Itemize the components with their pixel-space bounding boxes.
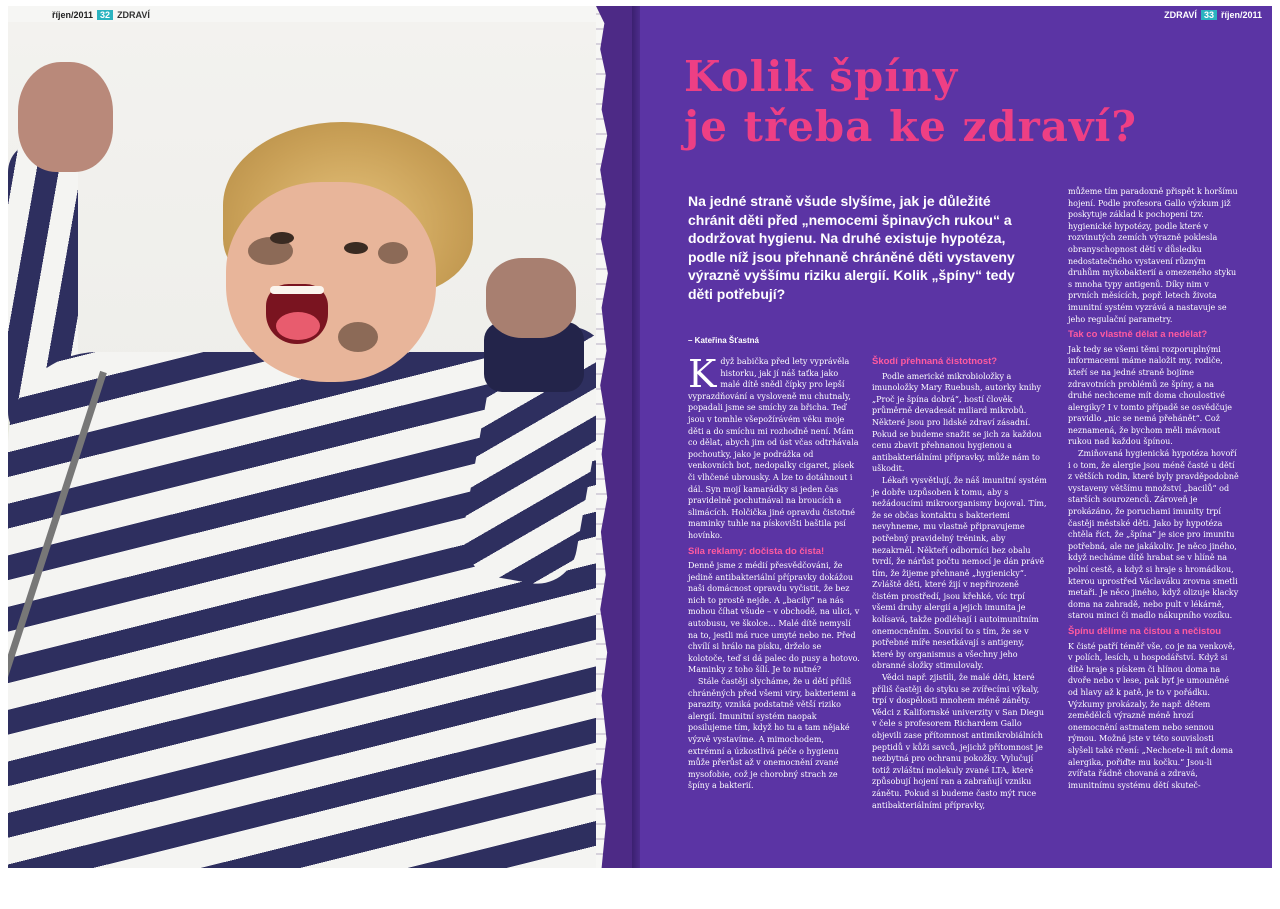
magazine-spread [8, 6, 1272, 868]
paragraph: Stále častěji slycháme, že u dětí příliš chráněných před všemi viry, bakteriemi a parazity, vzniká podstatně větší riziko alergií. Imunitní systém naopak posilujeme tím, když ho tu a tam nějaké výzvě vystavíme. A mimochodem, extrémní a úzkostlivá péče o hygienu může přerůst až v onemocnění zvané mysofobie, což je chorobný strach ze špíny a bakterií. [688, 677, 857, 791]
text-column-3 [1068, 186, 1240, 791]
mud-spot [378, 242, 408, 264]
left-page [8, 6, 606, 868]
left-section-label: ZDRAVÍ [117, 10, 150, 20]
paragraph-text: dyž babička před lety vyprávěla historku, jak jí náš taťka jako malé dítě snědl čípky pro lepší vyprazdňování a vysloveně mu chutnaly, popadali jsme se smíchy za břicha. Teď jsou v tomhle všepožírávém věku moje děti a do smíchu mi rozhodně není. Mám co dělat, abych jim od úst včas odtrhávala pochoutky, jako je podrážka od venkovních bot, nedopalky cigaret, písek či vlhčené ubrousky. A lze to dotáhnout i dál. Syn mojí kamarádky si jeden čas pravidelně pochutnával na broucích a slimácích. Holčička jiné opravdu čistotné maminky tuhle na pískovišti baštila psí hovínko. [688, 357, 859, 540]
paragraph: Podle americké mikrobioložky a imunoložky Mary Ruebush, autorky knihy „Proč je špína dobrá“, hostí člověk průměrně devadesát miliard mikrobů. Některé jsou pro lidské zdraví zásadní. Pokud se budeme snažit se jich za každou cenu zbavit přehnanou hygienou a antibakteriálními přípravky, může nám to uškodit. [872, 371, 1042, 474]
text-column-2 [872, 352, 1047, 811]
child-teeth [270, 286, 324, 294]
title-line: je třeba ke zdraví? [684, 102, 1137, 151]
paragraph: můžeme tím paradoxně přispět k horšímu hojení. Podle profesora Gallo výzkum již poskytuje základ k pochopení tzv. hygienické hypotézy, podle které v rozvinutých zemích výrazně poklesla obranyschopnost dětí v důsledku nedostatečného vystavení různým druhům mykobakterií a omezeného styku s mnoha typy antigenů. Díky nim v prvních měsících, popř. letech života imunitní systém vyzrává a nastavuje se jeho regulační parametry. [1068, 187, 1238, 324]
child-face [226, 182, 436, 382]
section-heading: Špínu dělíme na čistou a nečistou [1068, 625, 1222, 637]
right-page-header [1164, 10, 1262, 20]
child-tongue [276, 312, 320, 340]
drop-cap: K [688, 352, 717, 396]
paragraph: Zmiňovaná hygienická hypotéza hovoří i o tom, že alergie jsou méně časté u dětí z větších rodin, které byly pravděpodobně vystaveny většímu množství „bacilů“ od starších sourozenců. Zároveň je prokázáno, že poruchami imunity trpí častěji městské děti. Jako by hypotéza chtěla říct, že „špína“ je sice pro imunitu potřebná, ale ne jakákoliv. Je něco jiného, když necháme dítě hrabat se v hlíně na polní cestě, a když si hraje s hromádkou, kterou uprostřed Václaváku zrovna smetli metaři. Je něco jiného, když olizuje klacky doma na zahradě, nebo pult v lékárně, starou minci či madlo nákupního vozíku. [1068, 449, 1239, 621]
paragraph: Jak tedy se všemi těmi rozporuplnými informacemi máme naložit my, rodiče, kteří se na jedné straně bojíme zdravotních problémů ze špíny, a na druhé nechceme mít doma choulostivé alergiky? I v tomto případě se osvědčuje pravidlo „nic se nemá přehánět“. Což neznamená, že bychom měli mávnout rukou nad každou špínou. [1068, 344, 1233, 447]
section-heading: Škodí přehnaná čistotnost? [872, 356, 998, 367]
left-page-number: 32 [97, 10, 113, 20]
paragraph: Lékaři vysvětlují, že náš imunitní systém je dobře uzpůsoben k tomu, aby s nežádoucími mikroorganismy bojoval. Tím, že se občas kontaktu s bakteriemi nevyhneme, mu vlastně připravujeme potřebný pravidelný trénink, aby nezakrněl. Někteří odborníci bez obalu tvrdí, že nárůst počtu nemocí je dán právě tím, že žijeme přehnaně „hygienicky“. Zvláště děti, které žijí v nepřirozeně čistém prostředí, jsou křehké, víc trpí všemi druhy alergií a jejich imunita je kolísavá, takže podléhají i autoimunitním onemocněním. Souvisí to s tím, že se v potřebné míře nesetkávají s antigeny, které by organismus a všechny jeho obranné složky stimulovaly. [872, 475, 1047, 671]
section-heading: Tak co vlastně dělat a nedělat? [1068, 329, 1208, 341]
article-author: – Kateřina Šťastná [688, 336, 759, 345]
article-title [684, 52, 1272, 152]
paragraph: Vědci např. zjistili, že malé děti, které příliš častěji do styku se zvířecími výkaly, trpí v dospělosti mnohem méně záněty. Vědci z Kalifornské univerzity v San Diegu v čele s profesorem Richardem Gallo objevili zase přítomnost antimikrobiálních peptidů v kůži savců, jejichž přítomnost je nezbytná pro ochranu pokožky. Vylučují totiž zvláštní molekuly zvané LTA, které způsobují hojení ran a zabraňují vzniku zánětu. Pokud si budeme často mýt ruce antibakteriálními přípravky, [872, 673, 1045, 810]
section-heading: Síla reklamy: dočista do čista! [688, 545, 825, 557]
right-page [640, 6, 1272, 868]
child-eye [270, 232, 294, 244]
left-page-header [52, 10, 150, 20]
right-page-number: 33 [1201, 10, 1217, 20]
text-column-1 [688, 352, 860, 792]
left-header-date: říjen/2011 [52, 10, 94, 20]
child-photo [8, 22, 606, 868]
article-lead: Na jedné straně všude slyšíme, jak je důležité chránit děti před „nemocemi špinavých rukou“ a dodržovat hygienu. Na druhé existuje hypotéza, podle níž jsou přehnaně chráněné děti vystaveny výrazně vyššímu riziku alergií. Kolik „špíny“ tedy děti potřebují? [688, 193, 1015, 302]
paragraph: K čisté patří téměř vše, co je na venkově, v polích, lesích, u hospodářství. Když si dítě hraje s pískem či hlínou doma na dvoře nebo v lese, pak byť je umouněné od hlavy až k patě, je to v pořádku. Výzkumy prokázaly, že např. dětem zemědělců výrazně méně hrozí onemocnění astmatem nebo sennou rýmou. Možná jste v této souvislosti slyšeli také rčení: „Nechcete-li mít doma alergika, pořiďte mu kočku.“ Jsou-li zvířata řádně chovaná a zdravá, imunitnímu systému dětí skuteč- [1068, 641, 1236, 790]
right-header-date: říjen/2011 [1220, 10, 1262, 20]
child-right-hand [486, 258, 576, 338]
right-section-label: ZDRAVÍ [1164, 10, 1197, 20]
mud-spot [338, 322, 378, 352]
title-line: Kolik špíny [684, 52, 959, 101]
child-left-hand [18, 62, 113, 172]
paragraph: Denně jsme z médií přesvědčováni, že jedině antibakteriální přípravky dokážou naši domácnost opravdu vyčistit, že bez nich to prostě nejde. A „bacily“ na nás mohou číhat všude – v obchodě, na ulici, v autobusu, ve školce… Malé dítě nemyslí na to, jestli má ruce umyté nebo ne. Před chvílí si hrálo na písku, drželo se kolotoče, teď si dá palec do pusy a hotovo. Maminky z toho šílí. Je to nutné? [688, 561, 860, 675]
child-eye [344, 242, 368, 254]
paragraph [688, 352, 860, 542]
